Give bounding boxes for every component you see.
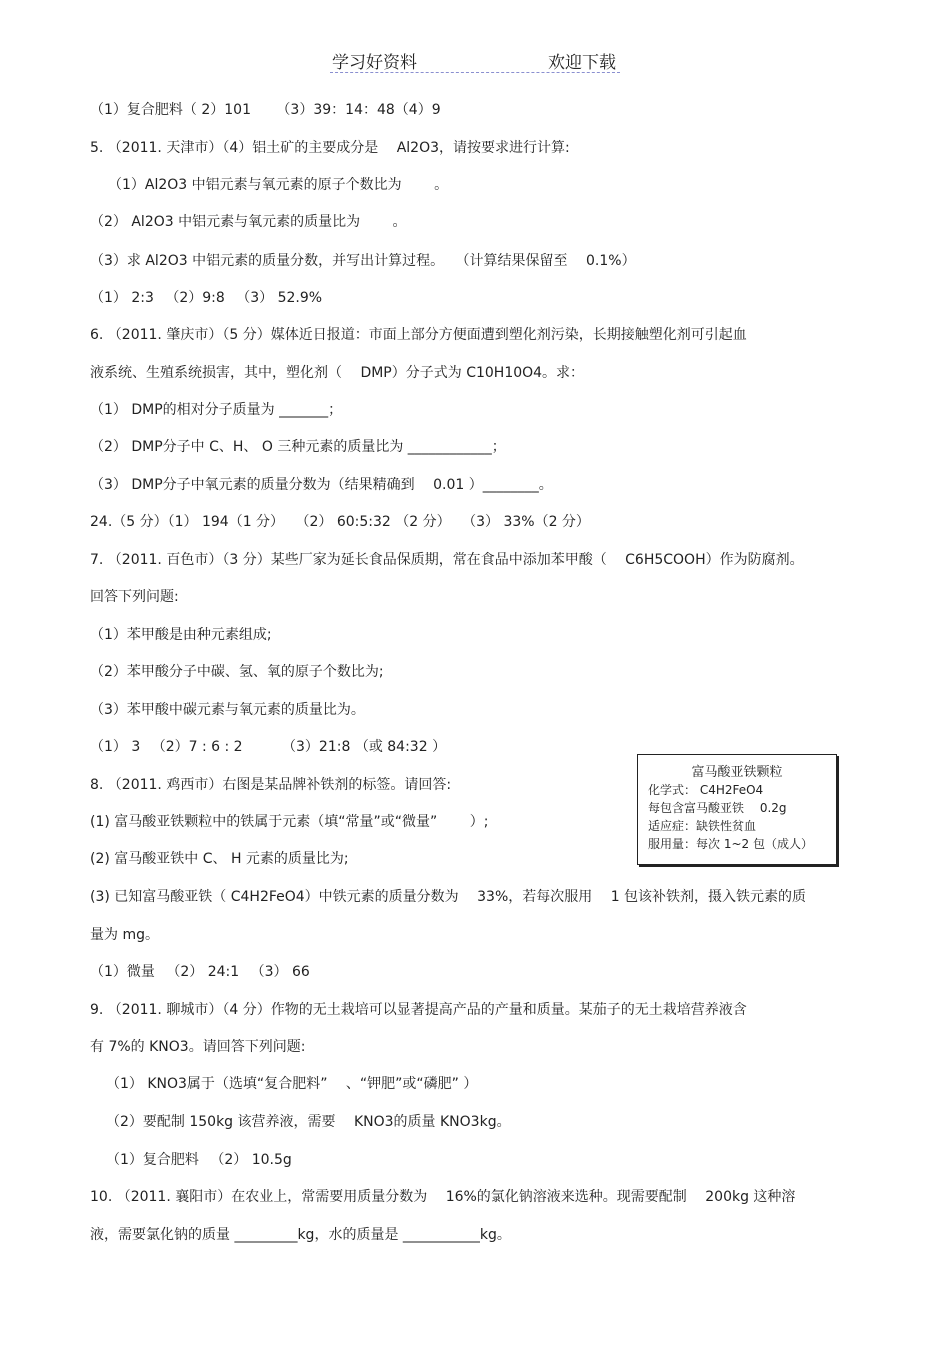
header-right-text: 欢迎下载 — [548, 53, 616, 73]
question-6: 6. （2011. 肇庆市）（5 分）媒体近日报道：市面上部分方便面遭到塑化剂污染，长期接触塑化剂可引起血 — [90, 327, 747, 343]
question-7: 7. （2011. 百色市）（3 分）某些厂家为延长食品保质期，常在食品中添加苯甲酸（ C6H5COOH）作为防腐剂。 — [90, 552, 804, 568]
label-row-dosage: 服用量：每次 1~2 包（成人） — [648, 837, 813, 851]
label-title: 富马酸亚铁颗粒 — [691, 765, 783, 780]
text-line: 液，需要氯化钠的质量 _________kg，水的质量是 ___________kg。 — [90, 1227, 511, 1243]
text-line: （1） DMP的相对分子质量为 _______； — [90, 402, 343, 418]
answer-line: （1） 2:3 （2）9:8 （3） 52.9% — [90, 290, 323, 306]
text-line: (2) 富马酸亚铁中 C、 H 元素的质量比为; — [90, 851, 349, 867]
answer-line: （1）复合肥料 （2） 10.5g — [106, 1152, 292, 1168]
supplement-label-box — [637, 754, 837, 865]
text-line: （1） KNO3属于（选填“复合肥料” 、“钾肥”或“磷肥” ） — [106, 1076, 478, 1092]
label-row-content: 每包含富马酸亚铁 0.2g — [648, 801, 787, 815]
text-line: 有 7%的 KNO3。请回答下列问题: — [90, 1039, 306, 1055]
text-line: 量为 mg。 — [90, 927, 159, 943]
text-line: 液系统、生殖系统损害，其中，塑化剂（ DMP）分子式为 C10H10O4。求： — [90, 365, 585, 381]
answer-line: （1）微量 （2） 24:1 （3） 66 — [90, 964, 310, 980]
label-row-indication: 适应症：缺铁性贫血 — [648, 819, 757, 833]
text-line: （3）苯甲酸中碳元素与氧元素的质量比为。 — [90, 702, 365, 718]
text-line: 回答下列问题: — [90, 589, 179, 605]
label-row-formula: 化学式： C4H2FeO4 — [648, 783, 764, 797]
text-line: (1) 富马酸亚铁颗粒中的铁属于元素（填“常量”或“微量” ）; — [90, 814, 489, 830]
header-left-text: 学习好资料 — [332, 53, 417, 73]
text-line: （1）Al2O3 中铝元素与氧元素的原子个数比为 。 — [108, 177, 449, 193]
text-line: （2）苯甲酸分子中碳、氢、氧的原子个数比为; — [90, 664, 384, 680]
question-8: 8. （2011. 鸡西市）右图是某品牌补铁剂的标签。请回答: — [90, 777, 452, 793]
text-line: （3）求 Al2O3 中铝元素的质量分数，并写出计算过程。 （计算结果保留至 0.1%） — [90, 253, 636, 269]
answer-line: （1） 3 （2）7 : 6 : 2 （3）21:8 （或 84:32 ） — [90, 739, 447, 755]
text-line: （2） DMP分子中 C、H、 O 三种元素的质量比为 ____________； — [90, 439, 506, 455]
text-line: （2） Al2O3 中铝元素与氧元素的质量比为 。 — [90, 214, 407, 230]
page-header — [330, 48, 620, 73]
answer-line: 24.（5 分）（1） 194（1 分） （2） 60:5:32 （2 分） （3） 33%（2 分） — [90, 514, 590, 530]
text-line: （1）复合肥料（ 2）101 （3）39：14：48（4）9 — [90, 102, 441, 118]
text-line: （3） DMP分子中氧元素的质量分数为（结果精确到 0.01 ）________。 — [90, 477, 553, 493]
text-line: (3) 已知富马酸亚铁（ C4H2FeO4）中铁元素的质量分数为 33%，若每次服用 1 包该补铁剂，摄入铁元素的质 — [90, 889, 807, 905]
question-5: 5. （2011. 天津市）（4）铝土矿的主要成分是 Al2O3，请按要求进行计算: — [90, 140, 570, 156]
text-line: （1）苯甲酸是由种元素组成; — [90, 627, 272, 643]
question-9: 9. （2011. 聊城市）（4 分）作物的无土栽培可以显著提高产品的产量和质量。某茄子的无土栽培营养液含 — [90, 1002, 747, 1018]
question-10: 10. （2011. 襄阳市）在农业上，常需要用质量分数为 16%的氯化钠溶液来选种。现需要配制 200kg 这种溶 — [90, 1189, 796, 1205]
text-line: （2）要配制 150kg 该营养液，需要 KNO3的质量 KNO3kg。 — [106, 1114, 511, 1130]
